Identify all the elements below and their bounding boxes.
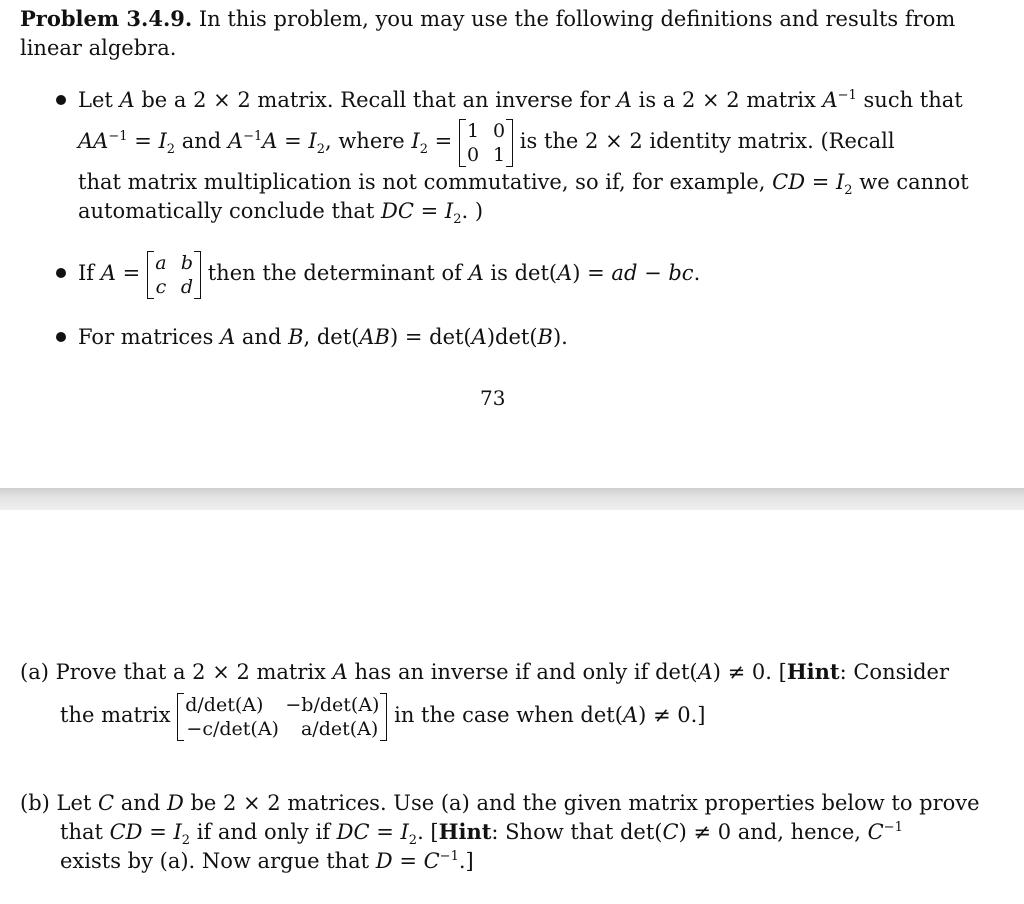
- math-var: I: [400, 820, 409, 844]
- math-var: A: [468, 261, 484, 285]
- problem-intro-line-2: [20, 35, 176, 61]
- math-var: AB: [359, 325, 390, 349]
- superscript: −1: [439, 849, 459, 864]
- text: =: [413, 199, 445, 223]
- math-var: ad: [611, 261, 638, 285]
- matrix-row: [155, 251, 193, 275]
- text: −: [637, 261, 669, 285]
- text: =: [142, 820, 174, 844]
- bullet1-line2: [78, 114, 895, 168]
- subscript: 2: [453, 212, 462, 228]
- math-var: A: [697, 660, 713, 684]
- problem-heading-line: [20, 6, 955, 32]
- text: is a 2 × 2 matrix: [631, 88, 823, 112]
- math-var: C: [423, 849, 440, 873]
- text: )det(: [486, 325, 538, 349]
- math-var: I: [308, 129, 317, 153]
- bullet-dot: [56, 268, 66, 278]
- math-var: DC: [336, 820, 370, 844]
- subscript: 2: [181, 833, 191, 849]
- part-a-line1: [20, 659, 949, 685]
- text: ) =: [572, 261, 612, 285]
- bullet1-line1: [78, 87, 963, 113]
- matrix-row: [467, 143, 505, 167]
- text: such that: [856, 88, 963, 112]
- math-var: A: [227, 129, 244, 153]
- matrix-cell: d: [180, 275, 194, 298]
- text: we cannot: [852, 170, 969, 194]
- subscript: 2: [316, 142, 325, 158]
- subscript: 2: [419, 142, 428, 158]
- math-var: A: [471, 325, 487, 349]
- bullet-dot: [56, 95, 66, 105]
- text: . [: [417, 820, 439, 844]
- part-b-line1: [20, 790, 980, 816]
- text: is det(: [483, 261, 558, 285]
- hint-label: Hint: [438, 819, 492, 844]
- text: For matrices: [78, 325, 221, 349]
- problem-intro-2: linear algebra.: [20, 36, 177, 60]
- subscript: 2: [408, 833, 418, 849]
- text: Let: [49, 791, 99, 815]
- math-var: B: [288, 325, 304, 349]
- text: the matrix: [60, 703, 171, 727]
- text: .]: [458, 849, 474, 873]
- math-var: A: [557, 261, 573, 285]
- bullet3-line: [78, 324, 568, 350]
- text: and: [175, 129, 228, 153]
- text: ) ≠ 0.]: [638, 703, 706, 727]
- math-var: A: [822, 88, 838, 112]
- inverse-matrix: [177, 693, 387, 741]
- subscript: 2: [166, 142, 176, 158]
- part-label: (b): [20, 791, 50, 815]
- matrix-cell: 0: [466, 143, 480, 166]
- bullet2-line: [78, 246, 700, 300]
- math-var: A: [119, 88, 135, 112]
- math-var: CD: [109, 820, 143, 844]
- page-separator: [0, 488, 1024, 510]
- text: ) ≠ 0. [: [712, 660, 787, 684]
- text: be 2 × 2 matrices. Use (a) and the given matrix properties below to prove: [183, 791, 980, 815]
- math-var: D: [375, 849, 393, 873]
- part-a-line2: [60, 686, 705, 744]
- matrix-cell: 1: [493, 143, 506, 166]
- abcd-matrix: [147, 251, 201, 299]
- text: and: [235, 325, 289, 349]
- math-var: C: [662, 820, 679, 844]
- part-label: (a): [20, 660, 49, 684]
- identity-matrix: [459, 119, 513, 167]
- math-var: D: [166, 791, 184, 815]
- text: .: [693, 261, 701, 285]
- math-var: CD: [772, 170, 806, 194]
- text: in the case when det(: [387, 703, 623, 727]
- text: ).: [552, 325, 568, 349]
- math-var: I: [444, 199, 454, 223]
- math-var: A: [262, 129, 278, 153]
- page-74: [0, 510, 1024, 904]
- matrix-cell: c: [155, 275, 167, 298]
- math-var: A: [100, 261, 116, 285]
- superscript: −1: [243, 129, 263, 144]
- math-var: I: [173, 820, 182, 844]
- text: : Show that det(: [491, 820, 663, 844]
- bullet-dot: [56, 332, 66, 342]
- math-var: B: [537, 325, 553, 349]
- part-b-line3: [60, 848, 474, 874]
- math-var: AA: [78, 129, 109, 153]
- subscript: 2: [844, 183, 853, 199]
- text: =: [369, 820, 401, 844]
- part-b-line2: [60, 819, 903, 849]
- page-number: 73: [480, 386, 506, 410]
- math-var: I: [158, 129, 167, 153]
- matrix-cell: d/det(A): [185, 693, 264, 716]
- text: has an inverse if and only if det(: [347, 660, 698, 684]
- math-var: DC: [381, 199, 414, 223]
- bullet1-line3: [78, 169, 969, 199]
- bullet1-line4: [78, 198, 484, 228]
- text: =: [115, 261, 141, 285]
- matrix-cell: −c/det(A): [186, 717, 279, 740]
- text: If: [78, 261, 101, 285]
- matrix-cell: −b/det(A): [285, 693, 380, 716]
- text: is the 2 × 2 identity matrix. (Recall: [513, 129, 895, 153]
- text: : Consider: [839, 660, 949, 684]
- text: =: [427, 129, 453, 153]
- matrix-cell: 0: [493, 119, 506, 142]
- text: be a 2 × 2 matrix. Recall that an inverse for: [134, 88, 617, 112]
- text: . ): [461, 199, 484, 223]
- math-var: A: [622, 703, 639, 727]
- text: =: [277, 129, 309, 153]
- matrix-row: [155, 275, 193, 299]
- hint-label: Hint: [786, 659, 840, 684]
- text: =: [392, 849, 424, 873]
- problem-intro-1: In this problem, you may use the following definitions and results from: [198, 7, 956, 31]
- text: then the determinant of: [201, 261, 469, 285]
- text: ) = det(: [389, 325, 472, 349]
- text: and: [114, 791, 167, 815]
- math-var: A: [332, 660, 348, 684]
- matrix-row: [185, 717, 379, 741]
- matrix-row: [467, 119, 505, 143]
- matrix-cell: a: [155, 251, 167, 274]
- math-var: I: [836, 170, 845, 194]
- matrix-cell: a/det(A): [300, 717, 379, 740]
- text: Let: [78, 88, 120, 112]
- matrix-cell: b: [180, 251, 194, 274]
- text: if and only if: [190, 820, 337, 844]
- math-var: A: [220, 325, 236, 349]
- text: ) ≠ 0 and, hence,: [678, 820, 868, 844]
- text: , where: [324, 129, 412, 153]
- text: exists by (a). Now argue that: [60, 849, 376, 873]
- text: , det(: [303, 325, 360, 349]
- text: =: [805, 170, 836, 194]
- text: automatically conclude that: [78, 199, 382, 223]
- math-var: C: [98, 791, 115, 815]
- problem-label: Problem 3.4.9.: [20, 6, 193, 31]
- superscript: −1: [837, 88, 857, 103]
- matrix-row: [185, 693, 379, 717]
- math-var: I: [411, 129, 420, 153]
- math-var: C: [867, 820, 884, 844]
- math-var: bc: [668, 261, 694, 285]
- text: Prove that a 2 × 2 matrix: [48, 660, 333, 684]
- text: that matrix multiplication is not commutative, so if, for example,: [78, 170, 773, 194]
- matrix-cell: 1: [466, 119, 480, 142]
- text: =: [127, 129, 159, 153]
- math-var: A: [616, 88, 632, 112]
- text: that: [60, 820, 110, 844]
- superscript: −1: [108, 129, 128, 144]
- superscript: −1: [883, 820, 903, 835]
